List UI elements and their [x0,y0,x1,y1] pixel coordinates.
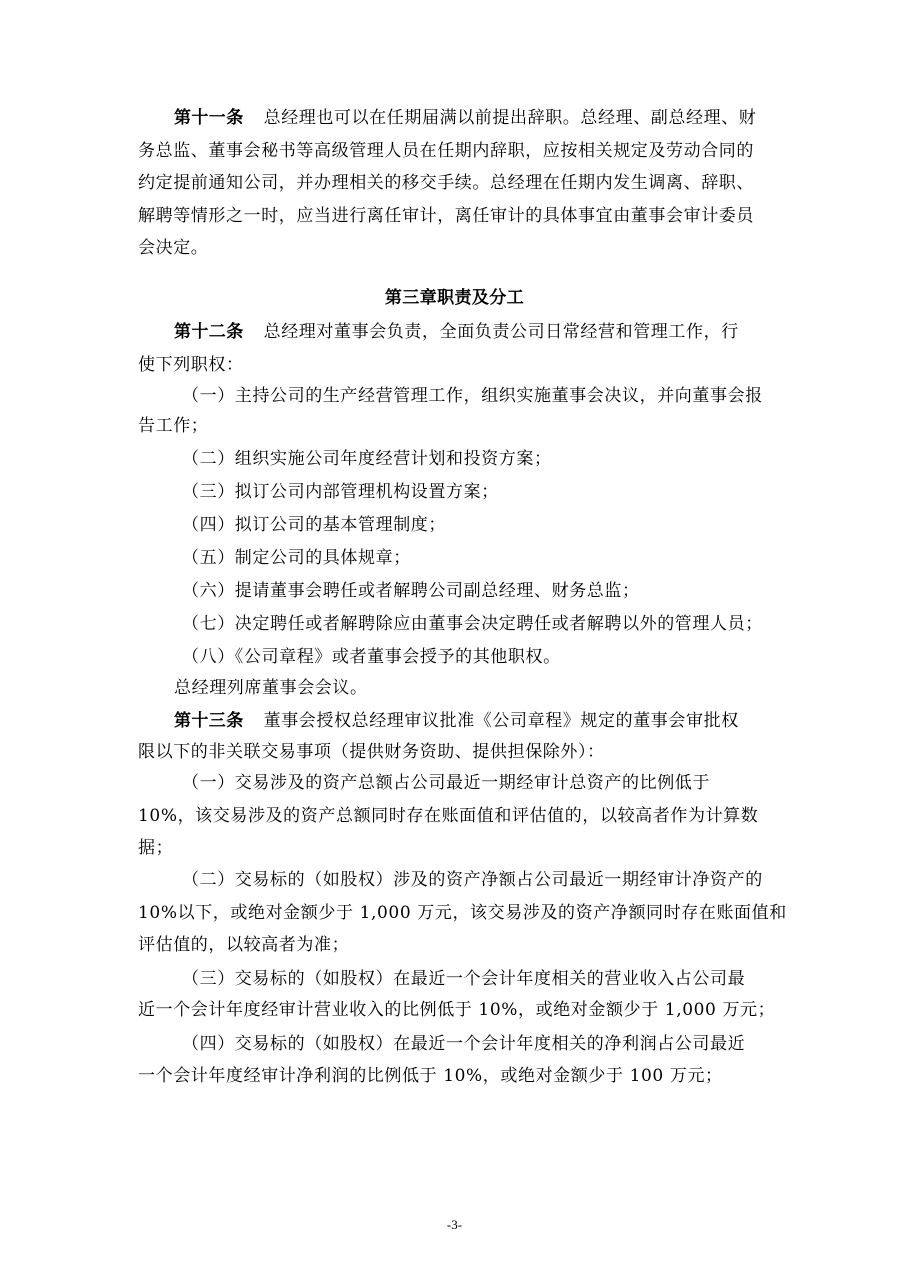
art13-item-3-a: （三）交易标的（如股权）在最近一个会计年度相关的营业收入占公司最 [182,969,746,989]
art13-item-1-c: 据； [138,838,174,858]
art13-item-2-b: 10%以下，或绝对金额少于 1,000 万元，该交易涉及的资产净额同时存在账面值和 [138,903,787,923]
art12-item-5: （五）制定公司的具体规章； [182,548,411,568]
art13-item-1-b: 10%，该交易涉及的资产总额同时存在账面值和评估值的，以较高者作为计算数 [138,806,759,826]
art11-line-5: 会决定。 [138,238,209,258]
art11-line-3: 约定提前通知公司，并办理相关的移交手续。总经理在任期内发生调离、辞职、 [138,173,754,193]
art13-item-1-a: （一）交易涉及的资产总额占公司最近一期经审计总资产的比例低于 [182,773,710,793]
art13-item-2-c: 评估值的，以较高者为准； [138,935,350,955]
art13-item-3-b: 近一个会计年度经审计营业收入的比例低于 10%，或绝对金额少于 1,000 万元； [138,1000,776,1020]
art13-item-4-a: （四）交易标的（如股权）在最近一个会计年度相关的净利润占公司最近 [182,1034,746,1054]
art13-line-2: 限以下的非关联交易事项（提供财务资助、提供担保除外）： [138,742,605,762]
art11-text-1: 总经理也可以在任期届满以前提出辞职。总经理、副总经理、财 [263,108,757,128]
art11-label: 第十一条 [174,108,244,128]
art11-line-4: 解聘等情形之一时，应当进行离任审计，离任审计的具体事宜由董事会审计委员 [138,206,754,226]
art12-text-1: 总经理对董事会负责，全面负责公司日常经营和管理工作，行 [263,322,739,342]
art12-item-1-cont: 告工作； [138,416,209,436]
art13-text-1: 董事会授权总经理审议批准《公司章程》规定的董事会审批权 [263,711,739,731]
art12-item-3: （三）拟订公司内部管理机构设置方案； [182,482,499,502]
art13-item-4-b: 一个会计年度经审计净利润的比例低于 10%，或绝对金额少于 100 万元； [138,1066,723,1086]
art12-label: 第十二条 [174,322,244,342]
art11-line-1 [174,108,756,128]
chapter-heading: 第三章职责及分工 [384,288,525,308]
art12-item-7: （七）决定聘任或者解聘除应由董事会决定聘任或者解聘以外的管理人员； [182,614,763,634]
art11-line-2: 务总监、董事会秘书等高级管理人员在任期内辞职，应按相关规定及劳动合同的 [138,141,754,161]
page-number: -3- [446,1217,463,1232]
art12-line-1 [174,322,739,342]
art12-closing: 总经理列席董事会会议。 [174,678,368,698]
art12-item-2: （二）组织实施公司年度经营计划和投资方案； [182,449,552,469]
art12-item-6: （六）提请董事会聘任或者解聘公司副总经理、财务总监； [182,581,640,601]
art12-item-8: （八）《公司章程》或者董事会授予的其他职权。 [182,647,561,667]
art13-line-1 [174,711,739,731]
art12-item-4: （四）拟订公司的基本管理制度； [182,515,446,535]
art13-item-2-a: （二）交易标的（如股权）涉及的资产净额占公司最近一期经审计净资产的 [182,870,763,890]
art13-label: 第十三条 [174,711,244,731]
art12-line-2: 使下列职权： [138,355,244,375]
art12-item-1: （一）主持公司的生产经营管理工作，组织实施董事会决议，并向董事会报 [182,386,763,406]
